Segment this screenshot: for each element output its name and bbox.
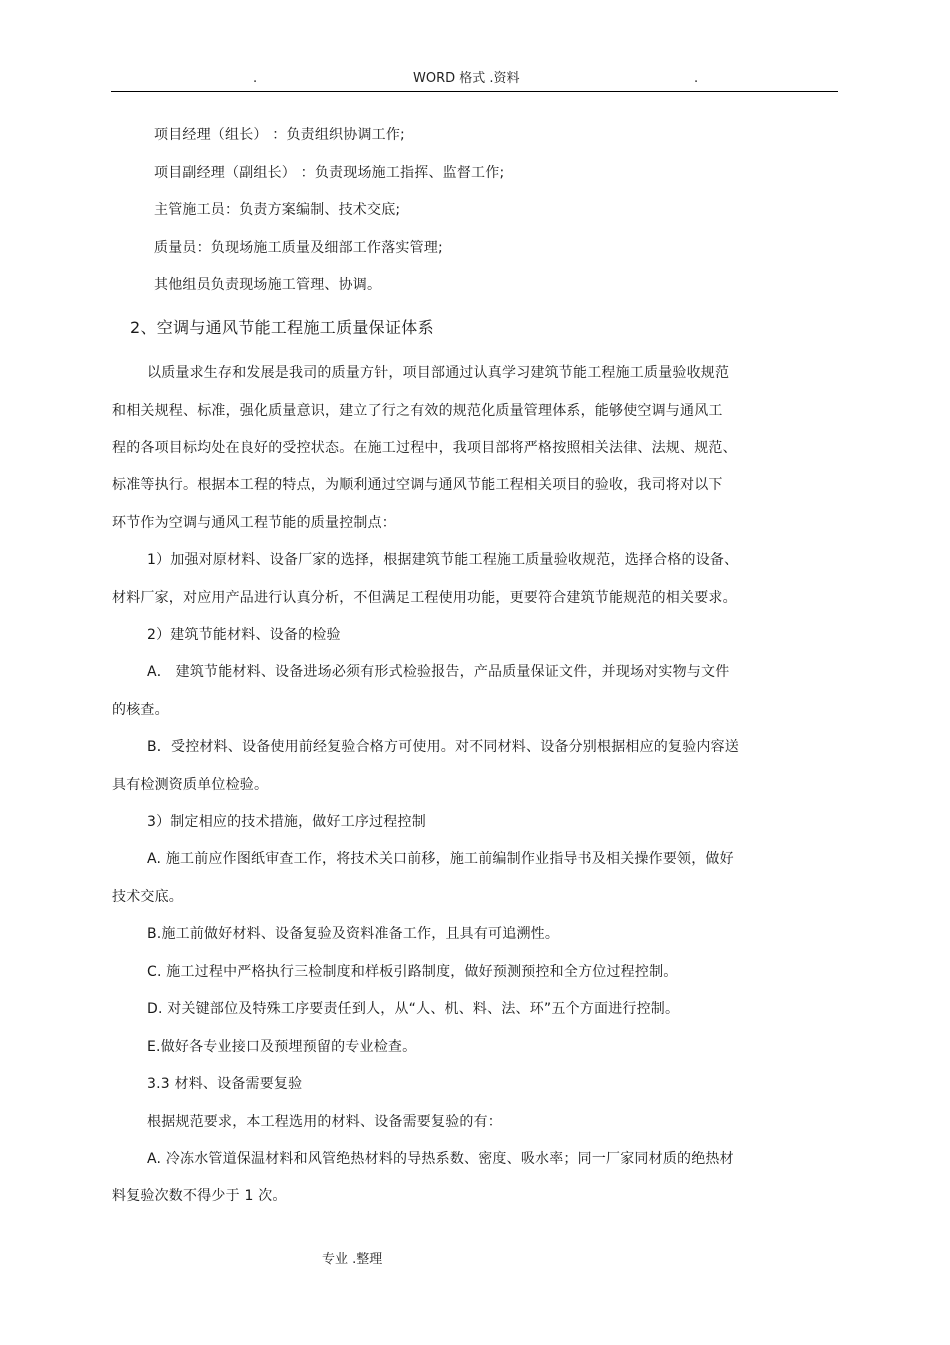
intro-line: 以质量求生存和发展是我司的质量方针，项目部通过认真学习建筑节能工程施工质量验收规范 (147, 365, 730, 381)
item-3-e: E.做好各专业接口及预埋预留的专业检查。 (147, 1039, 417, 1055)
role-project-manager: 项目经理（组长） ：负责组织协调工作; (154, 127, 405, 143)
intro-line: 和相关规程、标准，强化质量意识，建立了行之有效的规范化质量管理体系，能够使空调与通风工 (112, 403, 723, 419)
item-2-title: 2）建筑节能材料、设备的检验 (147, 627, 341, 643)
role-other-members: 其他组员负责现场施工管理、协调。 (154, 277, 382, 293)
footer-text: 专业 .整理 (322, 1252, 383, 1267)
item-2-b-line: B．受控材料、设备使用前经复验合格方可使用。对不同材料、设备分别根据相应的复验内容送 (147, 739, 740, 755)
intro-line: 程的各项目标均处在良好的受控状态。在施工过程中，我项目部将严格按照相关法律、法规、规范、 (112, 440, 737, 456)
header-dot-left: . (253, 71, 258, 86)
intro-line: 标准等执行。根据本工程的特点，为顺利通过空调与通风节能工程相关项目的验收，我司将对以下 (112, 477, 723, 493)
item-2-a-line: A． 建筑节能材料、设备进场必须有形式检验报告，产品质量保证文件，并现场对实物与文件 (147, 664, 730, 680)
item-3-d: D. 对关键部位及特殊工序要责任到人，从“人、机、料、法、环”五个方面进行控制。 (147, 1001, 680, 1017)
item-1-line: 材料厂家，对应用产品进行认真分析，不但满足工程使用功能，更要符合建筑节能规范的相关要求。 (112, 590, 737, 606)
item-1-line: 1）加强对原材料、设备厂家的选择，根据建筑节能工程施工质量验收规范，选择合格的设备、 (147, 552, 739, 568)
header-dot-right: . (694, 71, 699, 86)
section-3-3-item-a-line: A. 冷冻水管道保温材料和风管绝热材料的导热系数、密度、吸水率；同一厂家同材质的绝热材 (147, 1151, 734, 1167)
item-3-a-line: A. 施工前应作图纸审查工作，将技术关口前移，施工前编制作业指导书及相关操作要领，做好 (147, 851, 734, 867)
section-2-heading: 2、空调与通风节能工程施工质量保证体系 (130, 318, 434, 337)
item-2-a-line: 的核查。 (112, 702, 169, 718)
header-rule (111, 91, 838, 92)
header-title: WORD 格式 .资料 (413, 71, 520, 86)
item-3-title: 3）制定相应的技术措施，做好工序过程控制 (147, 814, 426, 830)
item-2-b-line: 具有检测资质单位检验。 (112, 777, 269, 793)
role-deputy-manager: 项目副经理（副组长） ：负责现场施工指挥、监督工作; (154, 165, 505, 181)
section-3-3-heading: 3.3 材料、设备需要复验 (147, 1076, 303, 1092)
intro-line: 环节作为空调与通风工程节能的质量控制点： (112, 515, 396, 531)
item-3-c: C. 施工过程中严格执行三检制度和样板引路制度，做好预测预控和全方位过程控制。 (147, 964, 678, 980)
section-3-3-item-a-line: 料复验次数不得少于 1 次。 (112, 1188, 287, 1204)
role-quality-officer: 质量员：负现场施工质量及细部工作落实管理; (154, 240, 443, 256)
role-chief-constructor: 主管施工员：负责方案编制、技术交底; (154, 202, 401, 218)
item-3-a-line: 技术交底。 (112, 889, 183, 905)
section-3-3-intro: 根据规范要求，本工程选用的材料、设备需要复验的有： (147, 1114, 502, 1130)
item-3-b: B.施工前做好材料、设备复验及资料准备工作，且具有可追溯性。 (147, 926, 560, 942)
